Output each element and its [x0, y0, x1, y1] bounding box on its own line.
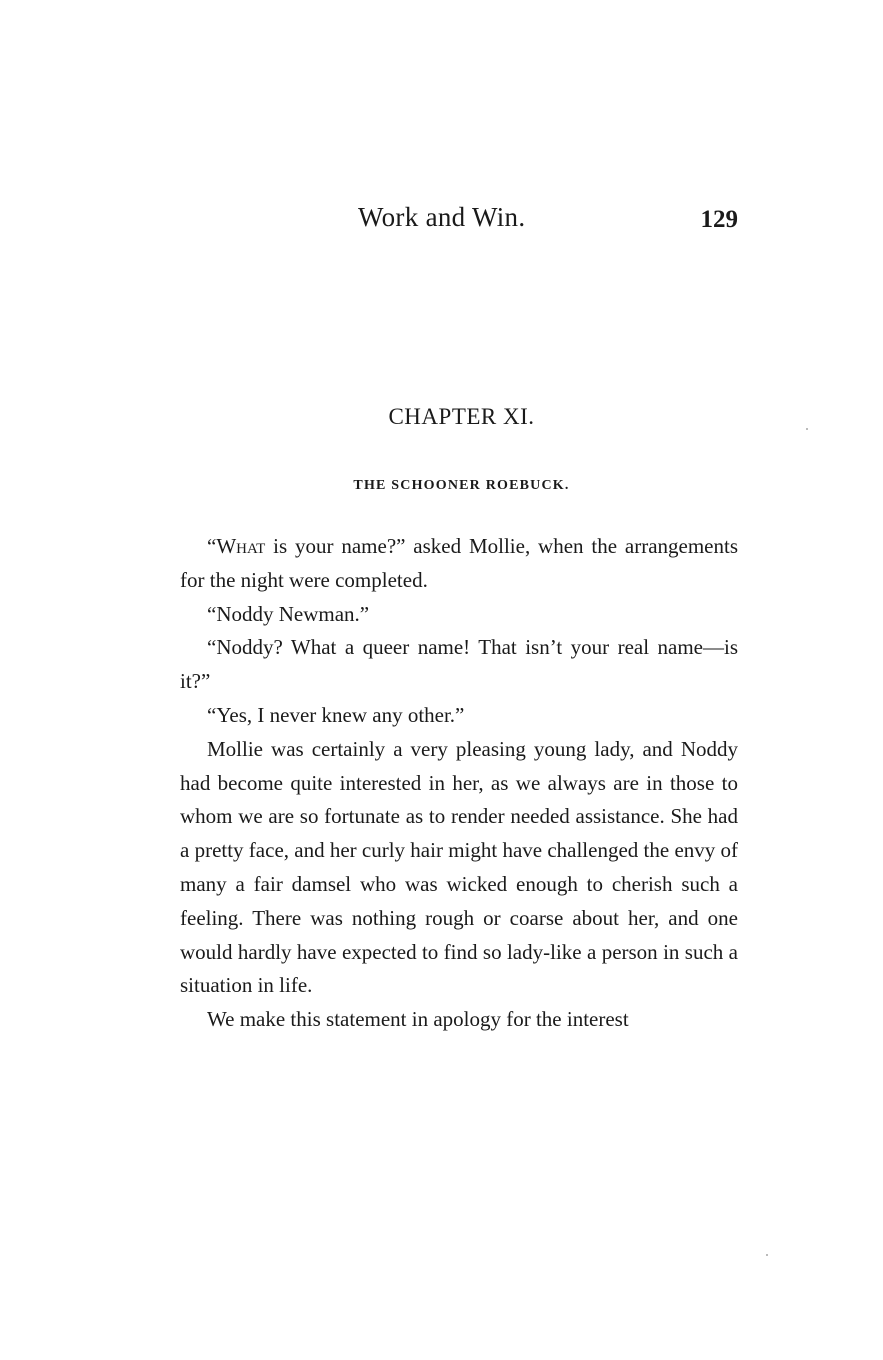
paragraph-4: “Yes, I never knew any other.” — [207, 702, 465, 727]
paragraph-6: We make this statement in apology for the interest — [207, 1007, 629, 1032]
chapter-subtitle: THE SCHOONER ROEBUCK. — [353, 478, 570, 493]
paragraph-1 — [180, 530, 738, 598]
body-text — [180, 530, 738, 1037]
paragraph-1-text: is your name?” asked Mollie, when the arrangements for the night were completed. — [180, 534, 738, 592]
running-head — [180, 202, 740, 242]
paragraph-3: “Noddy? What a queer name! That isn’t your real name—is it?” — [180, 635, 738, 694]
paper-speck — [766, 1254, 768, 1256]
paragraph-5: Mollie was certainly a very pleasing young lady, and Noddy had become quite interested in her, as we always are in those to whom we are so fortunate as to render needed assistance. She had a pretty face, and her curly hair might have challenged the envy of many a fair damsel who was wicked enough to cherish such a feeling. There was nothing rough or coarse about her, and one would hardly have expected to find so lady-like a person in such a situation in life. — [180, 736, 739, 998]
chapter-heading: CHAPTER XI. — [388, 404, 535, 429]
running-title: Work and Win. — [358, 202, 526, 232]
paper-speck — [806, 428, 808, 430]
paragraph-1-lead: “What — [207, 534, 266, 558]
page-number: 129 — [700, 206, 738, 233]
paragraph-2: “Noddy Newman.” — [207, 601, 370, 626]
